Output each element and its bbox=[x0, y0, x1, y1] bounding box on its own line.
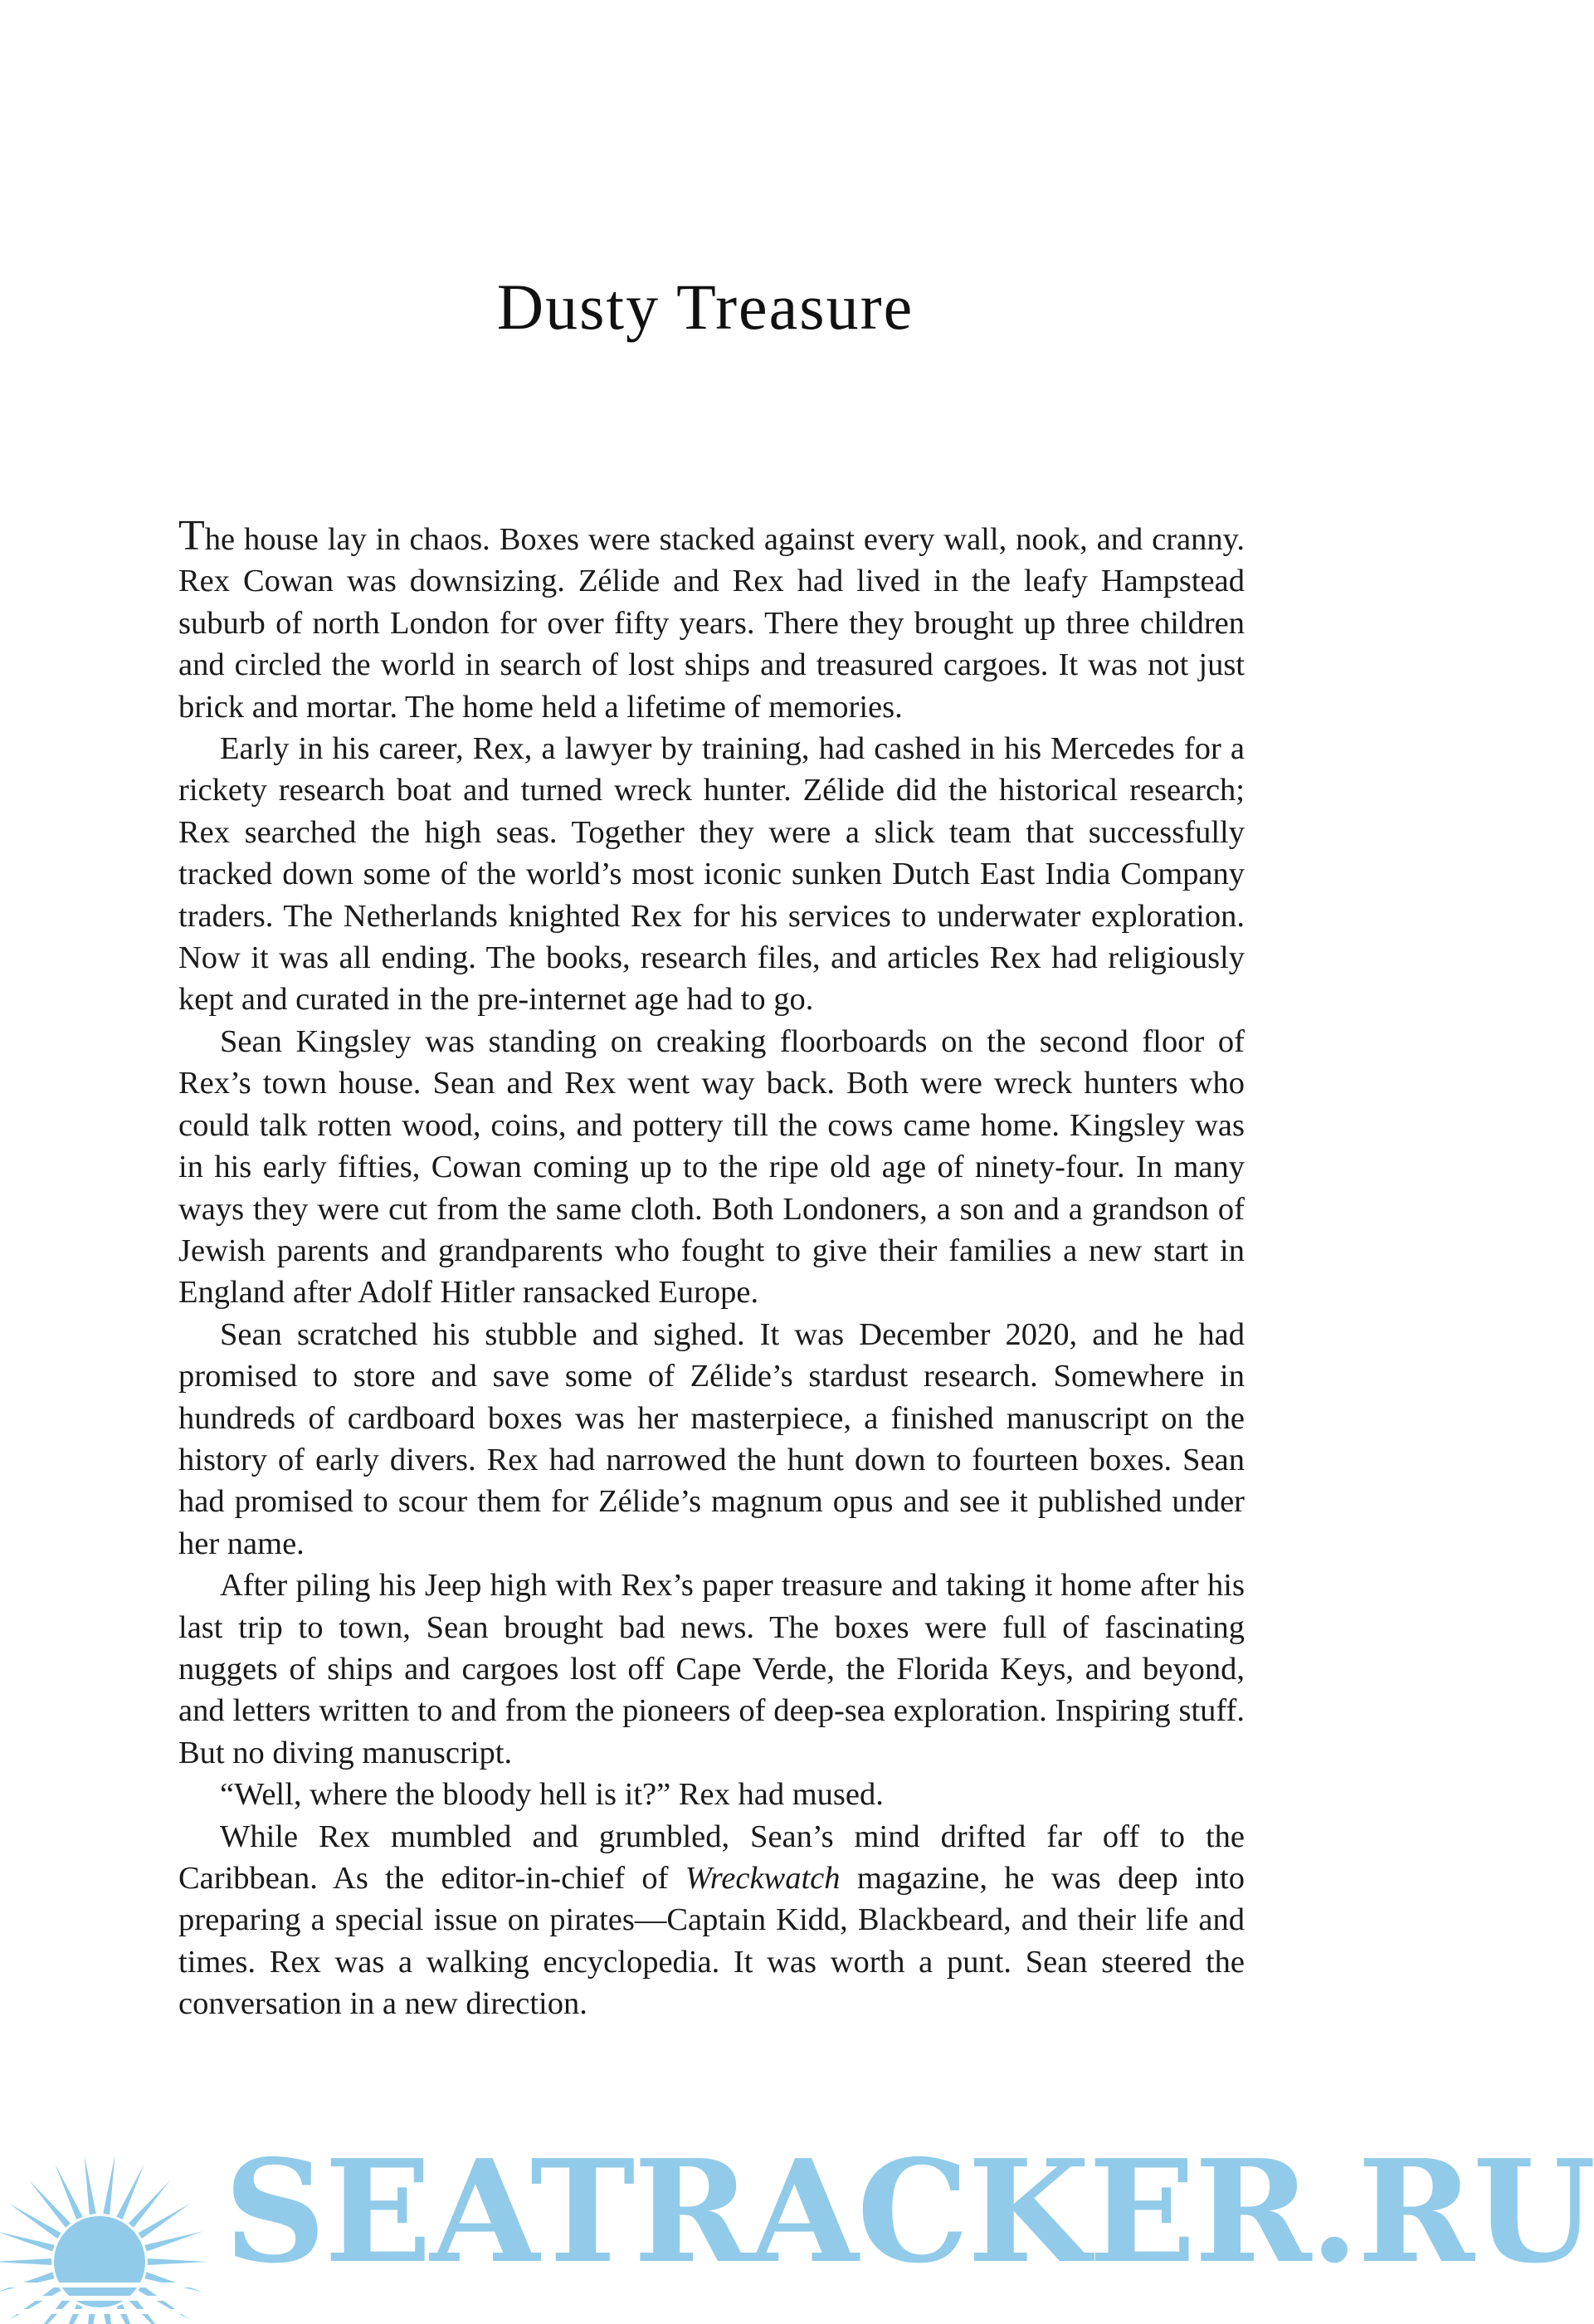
chapter-body bbox=[178, 512, 1245, 2025]
paragraph-4: Sean scratched his stubble and sighed. It was December 2020, and he had promised to store and save some of Zélide’s stardust research. Somewhere in hundreds of cardboard boxes was her masterpiece, a finished manuscript on the history of early divers. Rex had narrowed the hunt down to fourteen boxes. Sean had promised to scour them for Zélide’s magnum opus and see it published under her name. bbox=[178, 1316, 1245, 1561]
paragraph-1-text: he house lay in chaos. Boxes were stacked against every wall, nook, and cranny. Rex Cowan was downsizing. Zélide and Rex had lived in the leafy Hampstead suburb of north London for over fifty years. There they brought up three children and circled the world in search of lost ships and treasured cargoes. It was not just brick and mortar. The home held a lifetime of memories. bbox=[178, 522, 1245, 725]
watermark-text: SEATRACKER.RU bbox=[224, 2129, 1594, 2295]
sun-ray bbox=[0, 2231, 55, 2251]
paragraph-7-after: magazine, he was deep into preparing a special issue on pirates—Captain Kidd, Blackbeard, and their life and times. Rex was a walking encyclopedia. It was worth a punt. Sean steered the conversation in a new direction. bbox=[178, 1861, 1245, 2022]
sun-ray bbox=[116, 2164, 144, 2219]
drop-cap: T bbox=[178, 512, 205, 559]
paragraph-2: Early in his career, Rex, a lawyer by training, had cashed in his Mercedes for a rickety research boat and turned wreck hunter. Zélide did the historical research; Rex searched the high seas. Together they were a slick team that successfully tracked down some of the world’s most iconic sunken Dutch East India Company traders. The Netherlands knighted Rex for his services to underwater exploration. Now it was all ending. The books, research files, and articles Rex had religiously kept and curated in the pre-internet age had to go. bbox=[178, 731, 1245, 1018]
paragraph-6: “Well, where the bloody hell is it?” Rex had mused. bbox=[220, 1777, 884, 1813]
sun-ray bbox=[0, 2272, 55, 2292]
sun-ray bbox=[0, 2258, 51, 2265]
paragraph-1 bbox=[178, 512, 1245, 728]
sun-ray bbox=[148, 2258, 207, 2265]
sun-ray bbox=[144, 2272, 202, 2292]
sun-ray bbox=[55, 2164, 83, 2219]
paragraph-7-before: While Rex mumbled and grumbled, Sean’s mind drifted far off to the Caribbean. As the editor-in-chief of bbox=[178, 1819, 1245, 1896]
sun-ray bbox=[84, 2155, 95, 2214]
paragraph-3: Sean Kingsley was standing on creaking floorboards on the second floor of Rex’s town house. Sean and Rex went way back. Both were wreck hunters who could talk rotten wood, coins, and pottery till the cows came home. Kingsley was in his early fifties, Cowan coming up to the ripe old age of ninety-four. In many ways they were cut from the same cloth. Both Londoners, a son and a grandson of Jewish parents and grandparents who fought to give their families a new start in England after Adolf Hitler ransacked Europe. bbox=[178, 1023, 1245, 1311]
magazine-title: Wreckwatch bbox=[685, 1861, 841, 1896]
sun-ray bbox=[144, 2231, 202, 2251]
paragraph-7 bbox=[178, 1816, 1245, 2025]
paragraph-5: After piling his Jeep high with Rex’s paper treasure and taking it home after his last trip to town, Sean brought bad news. The boxes were full of fascinating nuggets of ships and cargoes lost off Cape Verde, the Florida Keys, and beyond, and letters written to and from the pioneers of deep-sea exploration. Inspiring stuff. But no diving manuscript. bbox=[178, 1568, 1245, 1770]
chapter-title: Dusty Treasure bbox=[496, 271, 914, 343]
sun-ray bbox=[103, 2155, 115, 2214]
